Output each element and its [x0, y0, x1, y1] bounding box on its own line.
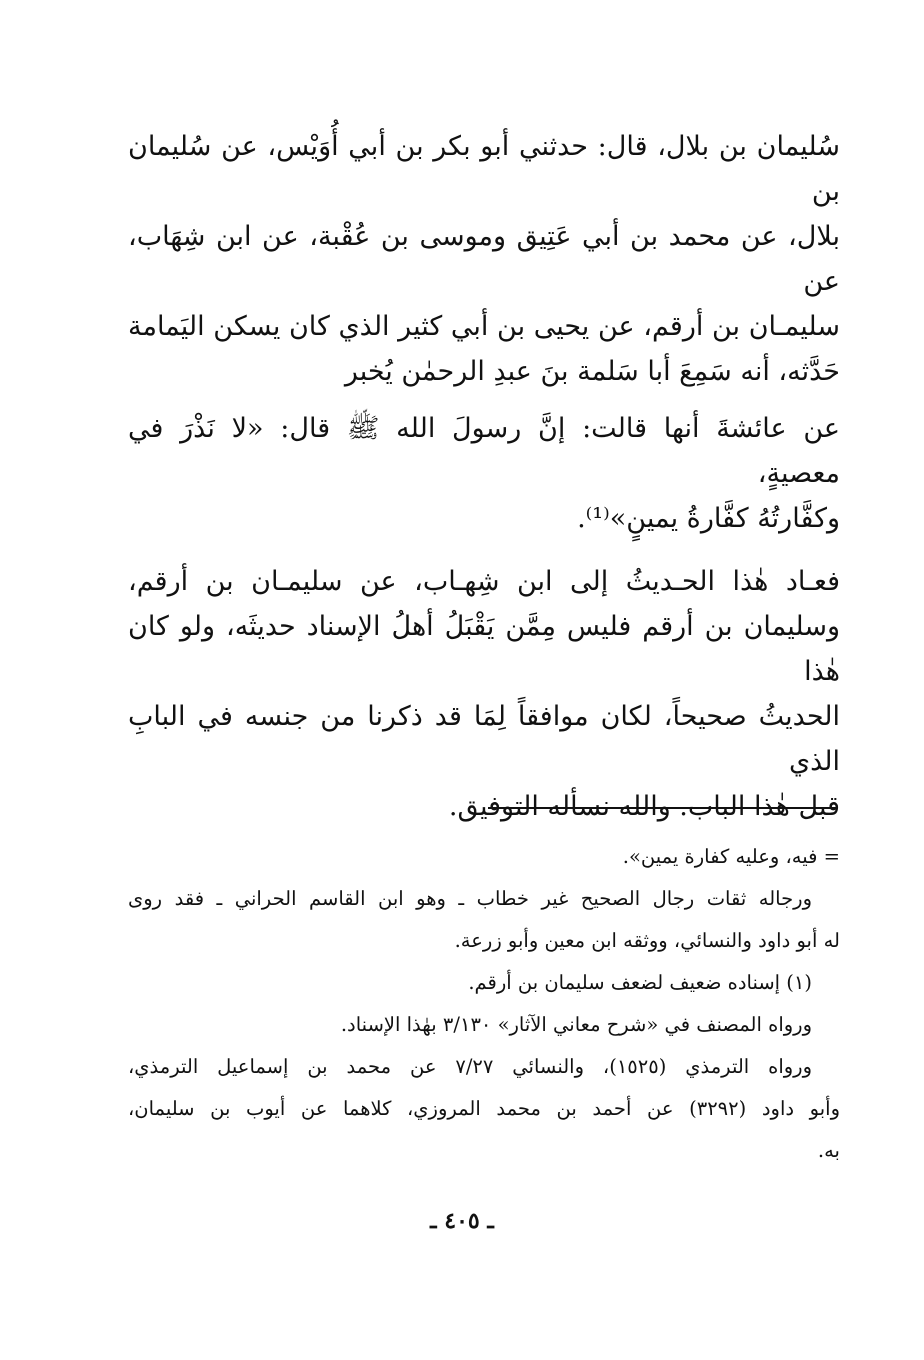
isnad-paragraph	[128, 124, 840, 394]
footnote-line: ورواه الترمذي (١٥٢٥)، والنسائي ٧/٢٧ عن محمد بن إسماعيل الترمذي،	[128, 1055, 812, 1078]
text-line: سُليمان بن بلال، قال: حدثني أبو بكر بن أبي أُوَيْس، عن سُليمان بن	[128, 131, 840, 207]
footnote-line: = فيه، وعليه كفارة يمين».	[622, 845, 840, 868]
text-line: سليمـان بن أرقم، عن يحيى بن أبي كثير الذي كان يسكن اليَمامة	[128, 311, 840, 342]
text-line: وسليمان بن أرقم فليس مِمَّن يَقْبَلُ أهلُ الإسناد حديثَه، ولو كان هٰذا	[128, 611, 840, 687]
main-text	[128, 124, 840, 829]
text-line: حَدَّثه، أنه سَمِعَ أبا سَلمة بنَ عبدِ الرحمٰن يُخبر	[344, 356, 840, 387]
commentary-paragraph	[128, 559, 840, 829]
footnote-1	[128, 962, 840, 1004]
footnotes	[128, 836, 840, 1172]
hadith-paragraph	[128, 406, 840, 541]
footnote-continuation	[128, 836, 840, 878]
footnote-line: له أبو داود والنسائي، ووثقه ابن معين وأبو زرعة.	[454, 929, 840, 952]
footnote-line: ورجاله ثقات رجال الصحيح غير خطاب ـ وهو ابن القاسم الحراني ـ فقد روى	[128, 887, 812, 910]
footnote-divider	[488, 807, 838, 809]
text-line: بلال، عن محمد بن أبي عَتِيق وموسى بن عُقْبة، عن ابن شِهَاب، عن	[128, 221, 840, 297]
text-line: وكفَّارتُهُ كفَّارةُ يمينٍ»⁽¹⁾.	[577, 503, 840, 534]
footnote-line: به.	[817, 1139, 840, 1162]
text-line: الحديثُ صحيحاً، لكان موافقاً لِمَا قد ذكرنا من جنسه في البابِ الذي	[128, 701, 840, 777]
text-line: عن عائشةَ أنها قالت: إنَّ رسولَ الله ﷺ قال: «لا نَذْرَ في معصيةٍ،	[128, 413, 840, 489]
footnote-1-source	[128, 1004, 840, 1046]
text-line: قبل هٰذا الباب. والله نسأله التوفيق.	[448, 791, 840, 822]
footnote-line: (١) إسناده ضعيف لضعف سليمان بن أرقم.	[468, 971, 812, 994]
footnote-line: وأبو داود (٣٢٩٢) عن أحمد بن محمد المروزي، كلاهما عن أيوب بن سليمان،	[128, 1097, 840, 1120]
footnote-narrators	[128, 878, 840, 962]
footnote-1-other	[128, 1046, 840, 1172]
page-number: ـ ٤٠٥ ـ	[430, 1208, 494, 1234]
text-line: فعـاد هٰذا الحـديثُ إلى ابن شِهـاب، عن سليمـان بن أرقم،	[128, 566, 840, 597]
footnote-line: ورواه المصنف في «شرح معاني الآثار» ٣/١٣٠ بهٰذا الإسناد.	[340, 1013, 812, 1036]
